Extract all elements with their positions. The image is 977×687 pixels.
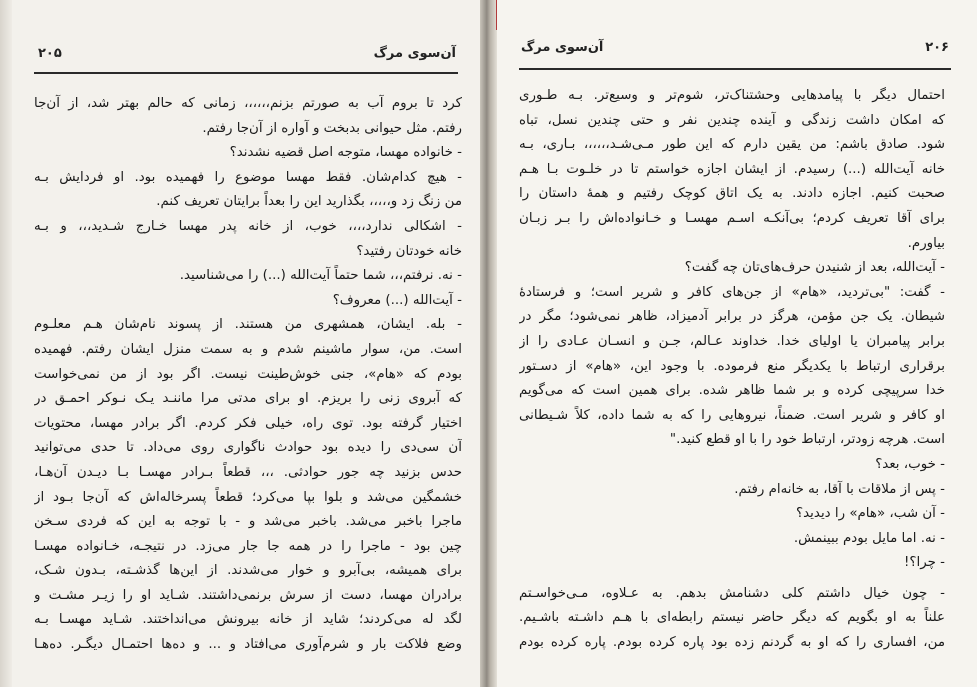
- left-page-body: [34, 92, 462, 658]
- text-line: من زنگ زد و،،،،، بگذارید این را بعداً برایتان تعریف کنم.: [156, 194, 462, 210]
- text-line: است. هرچه زودتر، ارتباط خود را با او قطع کنید.": [669, 432, 945, 448]
- header-rule: [34, 72, 458, 74]
- text-line: است. من، سوار ماشینم شدم و به سمت منزل ایشان رفتم. فهمیده: [34, 341, 462, 357]
- text-line: - آیت‌الله، بعد از شنیدن حرف‌های‌تان چه گفت؟: [684, 260, 945, 276]
- text-line: لگد له می‌کردند؛ شاید از خانه بیرونش می‌انداختند. شـاید مهسـا بـه: [34, 612, 462, 628]
- text-line: - آن شب، «هام» را دیدید؟: [796, 506, 945, 522]
- right-page-header: [521, 40, 949, 62]
- text-line: برادران مهسا، دست از سرش برنمی‌داشتند. شـاید او را زیـر مشـت و: [34, 587, 462, 603]
- text-line: خانه خودتان رفتید؟: [356, 243, 462, 259]
- running-head: آن‌سوی مرگ: [373, 46, 456, 61]
- text-line: برای آقا تعریف کردم؛ بی‌آنکـه اسـم مهسـا و خـانواده‌اش را بـر زبـان: [519, 210, 945, 226]
- text-line: رفتم. مثل حیوانی بدبخت و آواره از آن‌جا رفتم.: [202, 120, 462, 136]
- left-page: [12, 0, 482, 687]
- text-line: احتمال دیگر با پیامدهایی وحشتناک‌تر، شوم‌تر و وسیع‌تر. بـه طـوری: [519, 88, 945, 103]
- text-line: - خانواده مهسا، متوجه اصل قضیه نشدند؟: [229, 145, 462, 161]
- right-page-body: [519, 84, 945, 656]
- page-number: ۲۰۵: [38, 46, 62, 61]
- text-line: - چون خیال داشتم کلی دشنامش بدهم. به عـلاوه، مـی‌خواسـتم: [519, 585, 945, 601]
- text-line: - پس از ملاقات با آقا، به خانه‌ام رفتم.: [734, 481, 945, 497]
- text-line: - گفت: "بی‌تردید، «هام» از جن‌های کافر و شریر است؛ و فرستادهٔ: [519, 284, 945, 300]
- text-line: شیطان. یک جن مؤمن، هرگز در برابر آدمیزاد، ظاهر نمی‌شود؛ مگر در: [519, 309, 945, 325]
- text-line: - چرا؟!: [904, 555, 945, 571]
- left-page-header: [38, 46, 456, 68]
- text-line: او کافر و شریر است. ضمناً، نیروهایی را که به شما داده، کلاً شـیطانی: [519, 407, 945, 423]
- text-line: که آبروی زنی را بریزم. او برای مدتی مرا ماننـد یـک نـوکر احمـق در: [34, 391, 462, 407]
- text-line: - خوب، بعد؟: [875, 456, 945, 472]
- text-line: - آیت‌الله (...) معروف؟: [332, 292, 462, 308]
- page-number: ۲۰۶: [925, 40, 949, 55]
- text-line: - نه. نرفتم،،، شما حتماً آیت‌الله (...) را می‌شناسید.: [179, 268, 462, 284]
- book-gutter: [480, 0, 497, 687]
- book-edge: [0, 0, 12, 687]
- text-line: صحبت کنیم. اجازه دادند. به یک اتاق کوچک رفتیم و همهٔ داستان را: [519, 186, 945, 202]
- text-line: برای همیشه، بی‌آبرو و خوار می‌شدند. از این‌ها گذشـته، بـدون شـک،: [34, 563, 462, 579]
- text-line: برقراری ارتباط با یکدیگر منع فرموده. با وجود این، «هام» از دسـتور: [519, 358, 945, 374]
- right-page: [497, 0, 977, 687]
- text-line: اختیار گرفته بود. توی راه، خیلی فکر کردم. اگر برادر مهسا، محتویات: [34, 415, 462, 431]
- text-line: آن سی‌دی را دیده بود حوادث ناگواری روی می‌داد. تا حدی می‌توانید: [34, 440, 462, 456]
- text-line: خدا سرپیچی کرده و بر شما ظاهر شده. برای همین است که می‌گویم: [519, 383, 945, 399]
- text-line: - بله. ایشان، همشهری من هستند. از پسوند نام‌شان هـم معلـوم: [34, 317, 462, 333]
- text-line: چین بود - ماجرا را در همه جا جار می‌زد. در نتیجـه، خـانواده مهسـا: [34, 538, 462, 554]
- text-line: علناً به او بگویم که دیگر حاضر نیستم رابطه‌ای با هـم داشـته باشـیم.: [519, 610, 945, 626]
- text-line: خانه آیت‌الله (...) رسیدم. از ایشان اجازه خواستم تا در خلـوت بـا هـم: [519, 161, 945, 177]
- text-line: - اشکالی ندارد،،،، خوب، از خانه پدر مهسا خـارج شـدید،،، و بـه: [34, 218, 462, 234]
- text-line: وضع فلاکت بار و شرم‌آوری می‌افتاد و ... و ده‌ها احتمـال دیگـر. ده‌هـا: [34, 637, 462, 653]
- text-line: - هیچ کدام‌شان. فقط مهسا موضوع را فهمیده بود. او فردایش بـه: [34, 169, 462, 185]
- text-line: خشمگین می‌شد و بلوا بپا می‌کرد؛ قطعاً پسرخاله‌اش که آن‌جا بـود از: [34, 489, 462, 505]
- text-line: بیاورم.: [907, 235, 945, 251]
- text-line: من، افساری را که او به گردنم زده بود پاره کرده بودم. پاره کرده بودم: [519, 635, 945, 651]
- text-line: که امکان داشت زندگی و آینده چندین نفر و حتی چندین نسل، تباه: [519, 112, 945, 128]
- text-line: ماجرا باخبر می‌شد. باخبر می‌شد و - با توجه به این که فردی سـخن: [34, 514, 462, 530]
- text-line: کرد تا بروم آب به صورتم بزنم،،،،،، زمانی که حالم بهتر شد، از آن‌جا: [34, 96, 462, 111]
- header-rule: [519, 68, 951, 70]
- text-line: - نه. اما مایل بودم ببینمش.: [793, 530, 945, 546]
- running-head: آن‌سوی مرگ: [521, 40, 604, 55]
- text-line: شود. صادق باشم: من یقین دارم که این طور مـی‌شـد،،،،،، بـاری، بـه: [519, 137, 945, 153]
- text-line: برابر پیامبران یا اولیای خدا. خداوند عـالم، جـن و انسـان عـادی را از: [519, 333, 945, 349]
- text-line: حدس بزنید چه جور حوادثی. ،،، قطعاً بـرادر مهسـا بـا دیـدن آن‌هـا،: [34, 464, 462, 480]
- text-line: بودم که «هام»، جنی خوش‌طینت نیست. اگر بود از من نمی‌خواست: [34, 366, 462, 382]
